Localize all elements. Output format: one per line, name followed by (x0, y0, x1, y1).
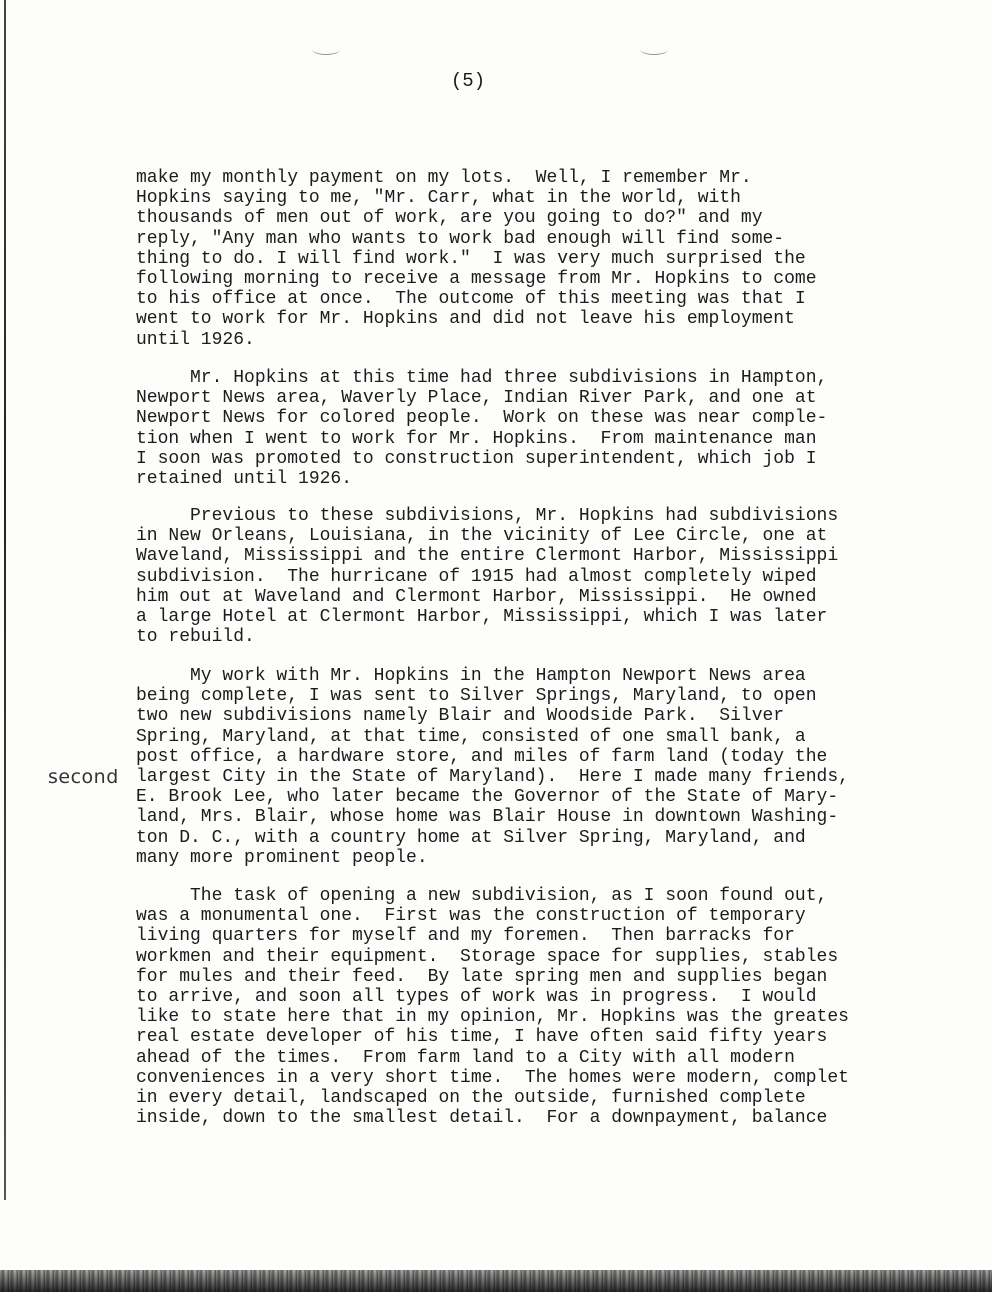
punch-mark-right (640, 44, 668, 55)
text-line: Newport News for colored people. Work on these was near comple- (136, 408, 828, 429)
text-line: two new subdivisions namely Blair and Woodside Park. Silver (136, 706, 785, 727)
text-line: went to work for Mr. Hopkins and did not leave his employment (136, 309, 795, 330)
text-line: in every detail, landscaped on the outside, furnished complete (136, 1087, 806, 1108)
text-line: a large Hotel at Clermont Harbor, Mississippi, which I was later (136, 606, 828, 627)
text-line: Hopkins saying to me, "Mr. Carr, what in the world, with (136, 188, 741, 209)
text-line: thing to do. I will find work." I was very much surprised the (136, 248, 806, 269)
text-line: Newport News area, Waverly Place, Indian River Park, and one at (136, 388, 817, 409)
text-line: post office, a hardware store, and miles of farm land (today the (136, 746, 828, 767)
text-line: subdivision. The hurricane of 1915 had almost completely wiped (136, 566, 817, 587)
text-line: like to state here that in my opinion, Mr. Hopkins was the greates (136, 1007, 849, 1028)
text-line: Previous to these subdivisions, Mr. Hopkins had subdivisions (136, 506, 839, 526)
text-line: for mules and their feed. By late spring men and supplies began (136, 966, 828, 987)
text-line: I soon was promoted to construction superintendent, which job I (136, 448, 817, 469)
text-line: workmen and their equipment. Storage space for supplies, stables (136, 946, 839, 967)
text-line: E. Brook Lee, who later became the Governor of the State of Mary- (136, 787, 839, 808)
text-line: being complete, I was sent to Silver Springs, Maryland, to open (136, 686, 817, 707)
text-line: him out at Waveland and Clermont Harbor, Mississippi. He owned (136, 586, 817, 607)
text-line: reply, "Any man who wants to work bad enough will find some- (136, 228, 785, 249)
handwritten-margin-note: second (48, 766, 119, 788)
text-line: many more prominent people. (136, 847, 428, 868)
text-line: largest City in the State of Maryland). Here I made many friends, (136, 766, 849, 787)
text-line: The task of opening a new subdivision, as I soon found out, (136, 886, 828, 906)
text-line: real estate developer of his time, I have often said fifty years (136, 1027, 828, 1048)
text-line: inside, down to the smallest detail. For a downpayment, balance (136, 1108, 828, 1129)
text-line: Mr. Hopkins at this time had three subdivisions in Hampton, (136, 368, 828, 388)
paragraph-3 (136, 506, 838, 647)
text-line: living quarters for myself and my foremen. Then barracks for (136, 926, 795, 947)
text-line: retained until 1926. (136, 468, 353, 489)
text-line: tion when I went to work for Mr. Hopkins. From maintenance man (136, 428, 817, 449)
text-line: land, Mrs. Blair, whose home was Blair House in downtown Washing- (136, 807, 839, 828)
text-line: make my monthly payment on my lots. Well, I remember Mr. (136, 168, 752, 188)
text-line: My work with Mr. Hopkins in the Hampton Newport News area (136, 666, 806, 686)
scan-bottom-edge (0, 1270, 992, 1292)
scan-left-edge (4, 0, 6, 1200)
paragraph-2 (136, 368, 827, 489)
text-line: Spring, Maryland, at that time, consisted of one small bank, a (136, 726, 806, 747)
text-line: thousands of men out of work, are you going to do?" and my (136, 208, 763, 229)
page-number: (5) (450, 70, 486, 92)
punch-mark-left (312, 44, 340, 55)
paragraph-1 (136, 168, 817, 350)
text-line: conveniences in a very short time. The homes were modern, complet (136, 1067, 849, 1088)
text-line: to arrive, and soon all types of work was in progress. I would (136, 986, 817, 1007)
text-line: in New Orleans, Louisiana, in the vicinity of Lee Circle, one at (136, 526, 828, 547)
paragraph-4 (136, 666, 849, 868)
text-line: ton D. C., with a country home at Silver Spring, Maryland, and (136, 827, 806, 848)
text-line: to rebuild. (136, 627, 255, 648)
text-line: ahead of the times. From farm land to a City with all modern (136, 1047, 795, 1068)
text-line: following morning to receive a message from Mr. Hopkins to come (136, 268, 817, 289)
text-line: to his office at once. The outcome of this meeting was that I (136, 289, 806, 310)
text-line: Waveland, Mississippi and the entire Clermont Harbor, Mississippi (136, 546, 839, 567)
text-line: was a monumental one. First was the construction of temporary (136, 906, 806, 927)
text-line: until 1926. (136, 329, 255, 350)
paragraph-5 (136, 886, 849, 1128)
